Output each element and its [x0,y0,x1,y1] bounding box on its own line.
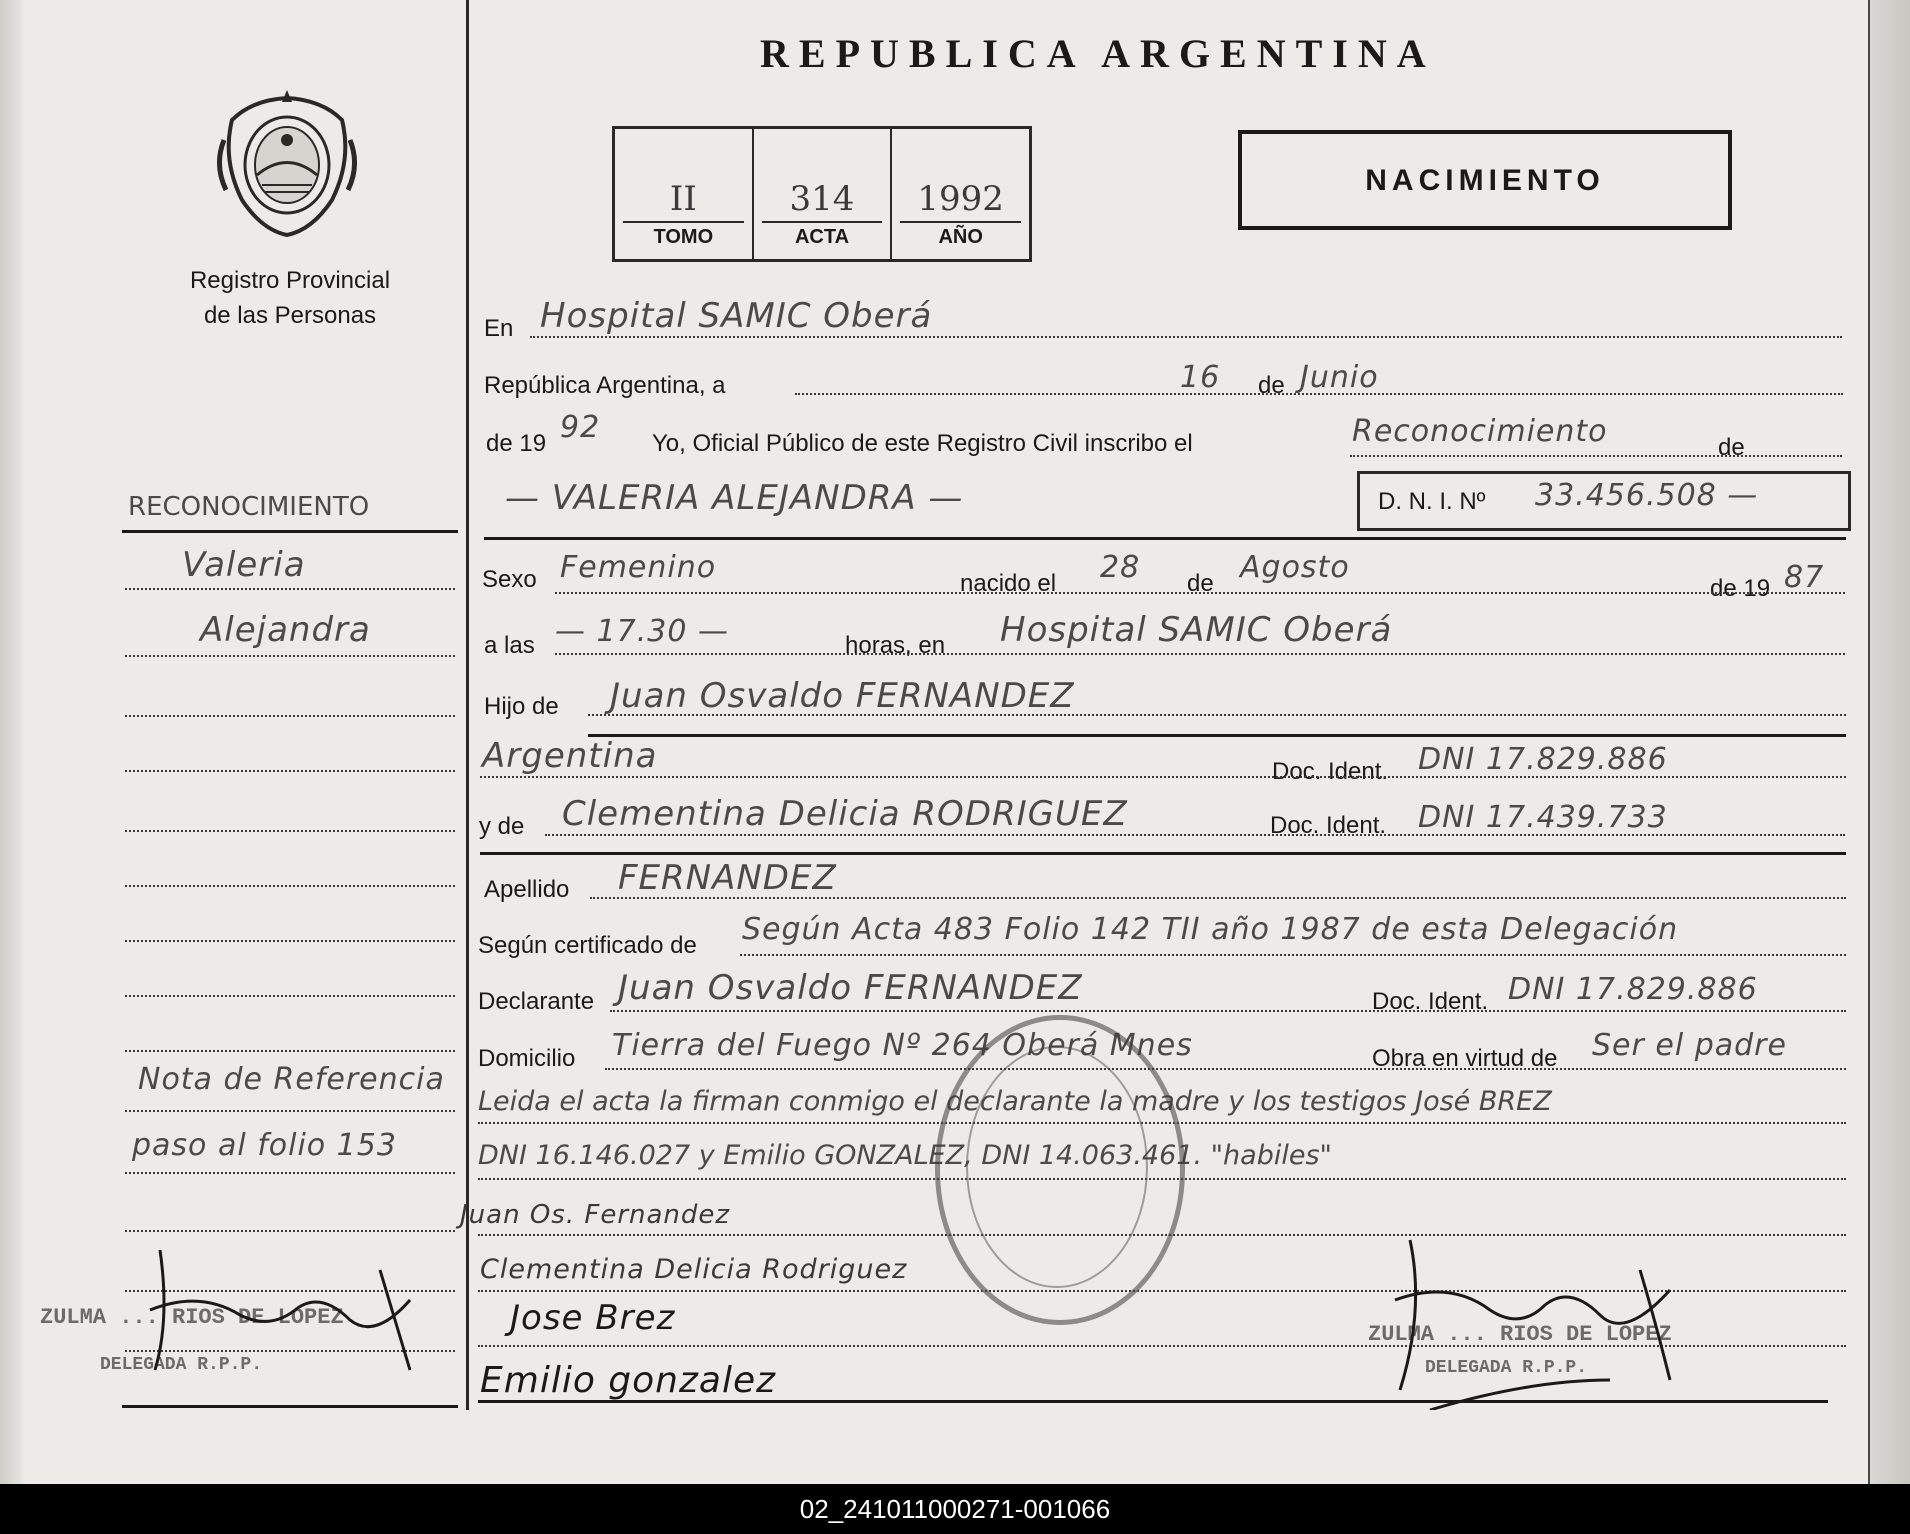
de-label-3: de [1187,570,1214,597]
page-right-edge [1868,0,1910,1484]
year-short-value: 92 [560,410,601,445]
org-line-2: de las Personas [203,302,377,329]
dni-label: D. N. I. Nº [1378,488,1486,515]
field-line [545,834,1845,836]
margin-line [125,588,455,590]
tomo-value: II [669,179,697,219]
margin-line [125,1050,455,1052]
margin-line [125,1172,455,1174]
de19b-label: de 19 [1710,575,1771,602]
month-value: Junio [1300,360,1379,395]
margin-line [125,940,455,942]
field-line [480,776,1846,778]
section-rule [480,852,1846,855]
en-value: Hospital SAMIC Oberá [540,296,933,336]
acta-label: ACTA [794,226,850,248]
de-label-1: de [1258,372,1285,399]
margin-note-2: paso al folio 153 [132,1128,397,1163]
field-line [530,336,1842,338]
margin-official-name: ZULMA ... RIOS DE LOPEZ [40,1305,344,1330]
mother-doc-label: Doc. Ident. [1270,812,1387,839]
remarks-line-1: Leida el acta la firman conmigo el declarante la madre y los testigos José BREZ [478,1086,1552,1117]
anio-cell [892,129,1029,259]
field-line [610,1010,1846,1012]
mother-name-value: Clementina Delicia RODRIGUEZ [562,794,1128,834]
domicilio-label: Domicilio [478,1045,576,1072]
birth-year-short-value: 87 [1784,560,1825,595]
official-name-stamp: ZULMA ... RIOS DE LOPEZ [1368,1322,1672,1347]
margin-line [125,770,455,772]
father-signature: Juan Os. Fernandez [460,1200,731,1230]
page-left-edge [0,0,22,1484]
declarante-doc-label: Doc. Ident. [1372,988,1489,1015]
day-value: 16 [1180,360,1221,395]
father-name-value: Juan Osvaldo FERNANDEZ [610,676,1075,716]
mother-signature: Clementina Delicia Rodriguez [480,1254,908,1285]
margin-name-1: Valeria [182,545,306,585]
sexo-value: Femenino [560,550,717,585]
margin-line [125,885,455,887]
field-line [605,1068,1846,1070]
column-divider [466,0,469,1410]
anio-value: 1992 [917,179,1004,219]
record-type-box [1238,130,1732,230]
margin-heading: RECONOCIMIENTO [128,492,370,522]
rep-label: República Argentina, a [484,372,726,399]
birth-day-value: 28 [1100,550,1141,585]
margin-name-2: Alejandra [200,610,371,650]
margin-line [125,715,455,717]
field-line [795,393,1843,395]
en-label: En [484,315,514,342]
anio-label: AÑO [938,226,983,248]
alas-label: a las [484,632,535,659]
hora-value: — 17.30 — [555,614,729,649]
tomo-label: TOMO [653,226,714,248]
hijo-label: Hijo de [484,693,559,720]
section-rule [484,537,1846,540]
obra-label: Obra en virtud de [1372,1045,1558,1072]
registry-org-name [150,263,430,333]
field-line [555,653,1845,655]
section-rule [588,734,1846,737]
margin-bottom-rule [122,1405,458,1408]
margin-official-title: DELEGADA R.P.P. [100,1355,263,1375]
inscribo-label: Yo, Oficial Público de este Registro Civil inscribo el [652,430,1193,457]
registry-box [612,126,1032,262]
apellido-value: FERNANDEZ [618,858,837,898]
record-type: NACIMIENTO [1365,164,1605,197]
margin-line [125,830,455,832]
dni-box [1357,471,1851,531]
document-title: REPUBLICA ARGENTINA [760,31,1436,76]
de-label-2: de [1718,434,1745,461]
witness2-signature: Emilio gonzalez [480,1360,776,1401]
obra-value: Ser el padre [1592,1028,1787,1063]
official-title-stamp: DELEGADA R.P.P. [1425,1358,1588,1378]
official-seal-stamp [935,1015,1185,1325]
margin-line [125,995,455,997]
margin-heading-rule [122,530,458,533]
declarante-label: Declarante [478,988,595,1015]
image-caption: 02_241011000271-001066 [0,1484,1910,1534]
field-line [555,592,1845,594]
mother-doc-value: DNI 17.439.733 [1418,800,1668,835]
remarks-line-2: DNI 16.146.027 y Emilio GONZALEZ, DNI 14.063.461. "habiles" [478,1140,1332,1171]
de19-label: de 19 [486,430,547,457]
margin-note-1: Nota de Referencia [138,1062,445,1097]
yde-label: y de [479,813,525,840]
declarante-doc-value: DNI 17.829.886 [1508,972,1758,1007]
father-doc-label: Doc. Ident. [1272,758,1389,785]
field-line [740,954,1846,956]
field-line [588,714,1846,716]
father-nationality-value: Argentina [482,736,658,776]
dni-value: 33.456.508 — [1535,478,1759,513]
nacido-label: nacido el [960,570,1057,597]
apellido-label: Apellido [484,876,570,903]
inscribo-value: Reconocimiento [1352,414,1608,449]
province-emblem [212,80,362,240]
father-doc-value: DNI 17.829.886 [1418,742,1668,777]
official-signature [1370,1230,1720,1410]
witness1-signature: Jose Brez [510,1298,676,1338]
child-name-value: — VALERIA ALEJANDRA — [505,478,964,518]
margin-line [125,655,455,657]
margin-official-signature [120,1230,450,1380]
birth-month-value: Agosto [1240,550,1350,585]
declarante-value: Juan Osvaldo FERNANDEZ [618,968,1083,1008]
domicilio-value: Tierra del Fuego Nº 264 Oberá Mnes [612,1028,1193,1063]
horas-label: horas, en [845,632,946,659]
sexo-label: Sexo [482,566,537,593]
birth-place-value: Hospital SAMIC Oberá [1000,610,1393,650]
margin-line [125,1110,455,1112]
segun-value: Según Acta 483 Folio 142 TII año 1987 de esta Delegación [742,912,1679,947]
acta-cell [754,129,893,259]
org-line-1: Registro Provincial [189,267,391,294]
tomo-cell [615,129,754,259]
field-line [1350,455,1842,457]
field-line [590,897,1846,899]
segun-label: Según certificado de [478,932,697,959]
acta-value: 314 [789,179,855,219]
